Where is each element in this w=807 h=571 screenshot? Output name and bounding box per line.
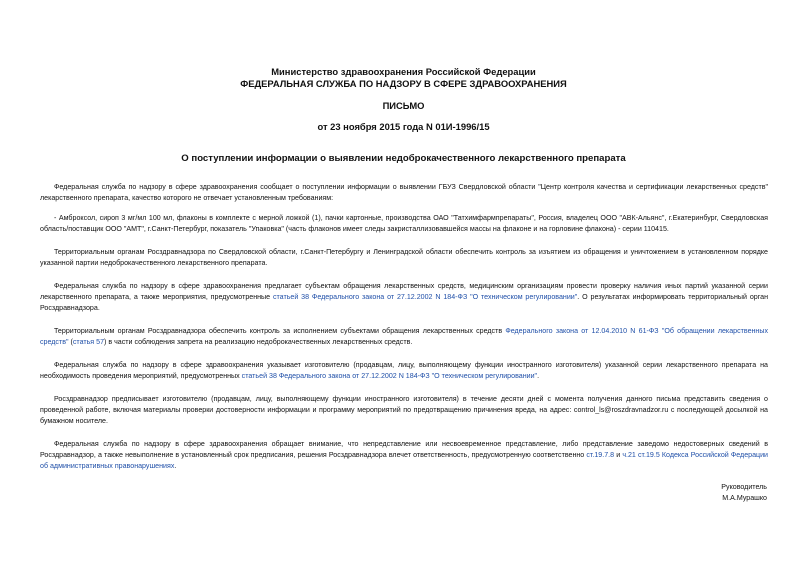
paragraph-text: ( <box>68 338 73 346</box>
legal-reference-link[interactable]: ч.21 ст.19.5 Кодекса Российской Федерации об административных правонарушениях <box>40 451 769 470</box>
paragraph-text: и <box>614 451 623 459</box>
paragraph-text: Федеральная служба по надзору в сфере здравоохранения предлагает субъектам обращения лекарственных средств, медицинским организациям провести проверку наличия иных партий указанной серии лекарственного препарата, а также мероприятия, предусмотренные <box>40 282 768 301</box>
document-subject: О поступлении информации о выявлении недоброкачественного лекарственного препарата <box>181 153 626 164</box>
service-name: ФЕДЕРАЛЬНАЯ СЛУЖБА ПО НАДЗОРУ В СФЕРЕ ЗДРАВООХРАНЕНИЯ <box>240 78 567 89</box>
document-body <box>40 182 768 484</box>
paragraph-text: Федеральная служба по надзору в сфере здравоохранения обращает внимание, что непредставление или несвоевременное представление, либо представление заведомо недостоверных сведений в Росздравнадзор, а также невыполнение в установленный срок предписания, решения Росздравнадзора влечет ответственность, предусмотренную соответственно <box>40 440 768 459</box>
paragraph-text: Росздравнадзор предписывает изготовителю (продавцам, лицу, выполняющему функции иностранного изготовителя) в течение десяти дней с момента получения данного письма представить сведения о проведенной работе, включая материалы проверки достоверности информации и программу мероприятий по предотвращению причинения вреда, на адрес: control_ls@roszdravnadzor.ru с последующей досылкой на бумажном носителе. <box>40 395 768 425</box>
paragraph-text: . <box>174 462 177 470</box>
signer-position: Руководитель <box>721 483 767 491</box>
document-header <box>0 66 807 90</box>
paragraph-text: Территориальным органам Росздравнадзора обеспечить контроль за исполнением субъектами обращения лекарственных средств <box>54 327 506 335</box>
legal-reference-link[interactable]: статья 57 <box>72 338 105 346</box>
ministry-name: Министерство здравоохранения Российской Федерации <box>271 66 536 77</box>
signature-block <box>721 482 767 504</box>
paragraph-text: . О результатах информировать территориальный орган Росздравнадзора. <box>40 293 769 312</box>
paragraph-text: . <box>537 372 540 380</box>
paragraph-text: Территориальным органам Росздравнадзора по Свердловской области, г.Санкт-Петербургу и Ленинградской области обеспечить контроль за изъятием из обращения и уничтожением в установленном порядке указанной партии недоброкачественного лекарственного препарата. <box>40 248 768 267</box>
paragraph <box>40 247 768 269</box>
paragraph <box>40 360 768 382</box>
document-type: ПИСЬМО <box>382 100 425 111</box>
paragraph <box>40 182 768 204</box>
legal-reference-link[interactable]: статьей 38 Федерального закона от 27.12.2002 N 184-ФЗ "О техническом регулировании" <box>241 372 538 380</box>
paragraph <box>40 326 768 348</box>
legal-reference-link[interactable]: ст.19.7.8 <box>586 451 615 459</box>
paragraph-text: Федеральная служба по надзору в сфере здравоохранения сообщает о поступлении информации о выявлении ГБУЗ Свердловской области "Центр контроля качества и сертификации лекарственных средств" лекарственного препарата, качество которого не отвечает установленным требованиям: <box>40 183 768 202</box>
document-date-number: от 23 ноября 2015 года N 01И-1996/15 <box>317 121 490 132</box>
paragraph-text: Федеральная служба по надзору в сфере здравоохранения указывает изготовителю (продавцам, лицу, выполняющему функции иностранного изготовителя) указанной серии лекарственного препарата на необходимость проведения мероприятий, предусмотренных <box>40 361 768 380</box>
paragraph <box>40 213 768 235</box>
paragraph-text: ) в части соблюдения запрета на реализацию недоброкачественных лекарственных средств. <box>104 338 413 346</box>
paragraph-text: - Амброксол, сироп 3 мг/мл 100 мл, флаконы в комплекте с мерной ложкой (1), пачки картонные, производства ОАО "Татхимфармпрепараты", Россия, владелец ООО "АВК-Альянс", г.Екатеринбург, Свердловская область/поставщик ООО "АМТ", г.Санкт-Петербург, показатель "Упаковка" (часть флаконов имеет следы закристаллизовавшейся массы на флаконе и на горловине флакона) - серии 110415. <box>40 214 768 233</box>
paragraph <box>40 281 768 314</box>
legal-reference-link[interactable]: статьей 38 Федерального закона от 27.12.2002 N 184-ФЗ "О техническом регулировании" <box>272 293 578 301</box>
legal-reference-link[interactable]: Федерального закона от 12.04.2010 N 61-ФЗ "Об обращении лекарственных средств" <box>40 327 768 346</box>
signer-name: М.А.Мурашко <box>722 494 767 502</box>
paragraph <box>40 439 768 472</box>
paragraph <box>40 394 768 427</box>
